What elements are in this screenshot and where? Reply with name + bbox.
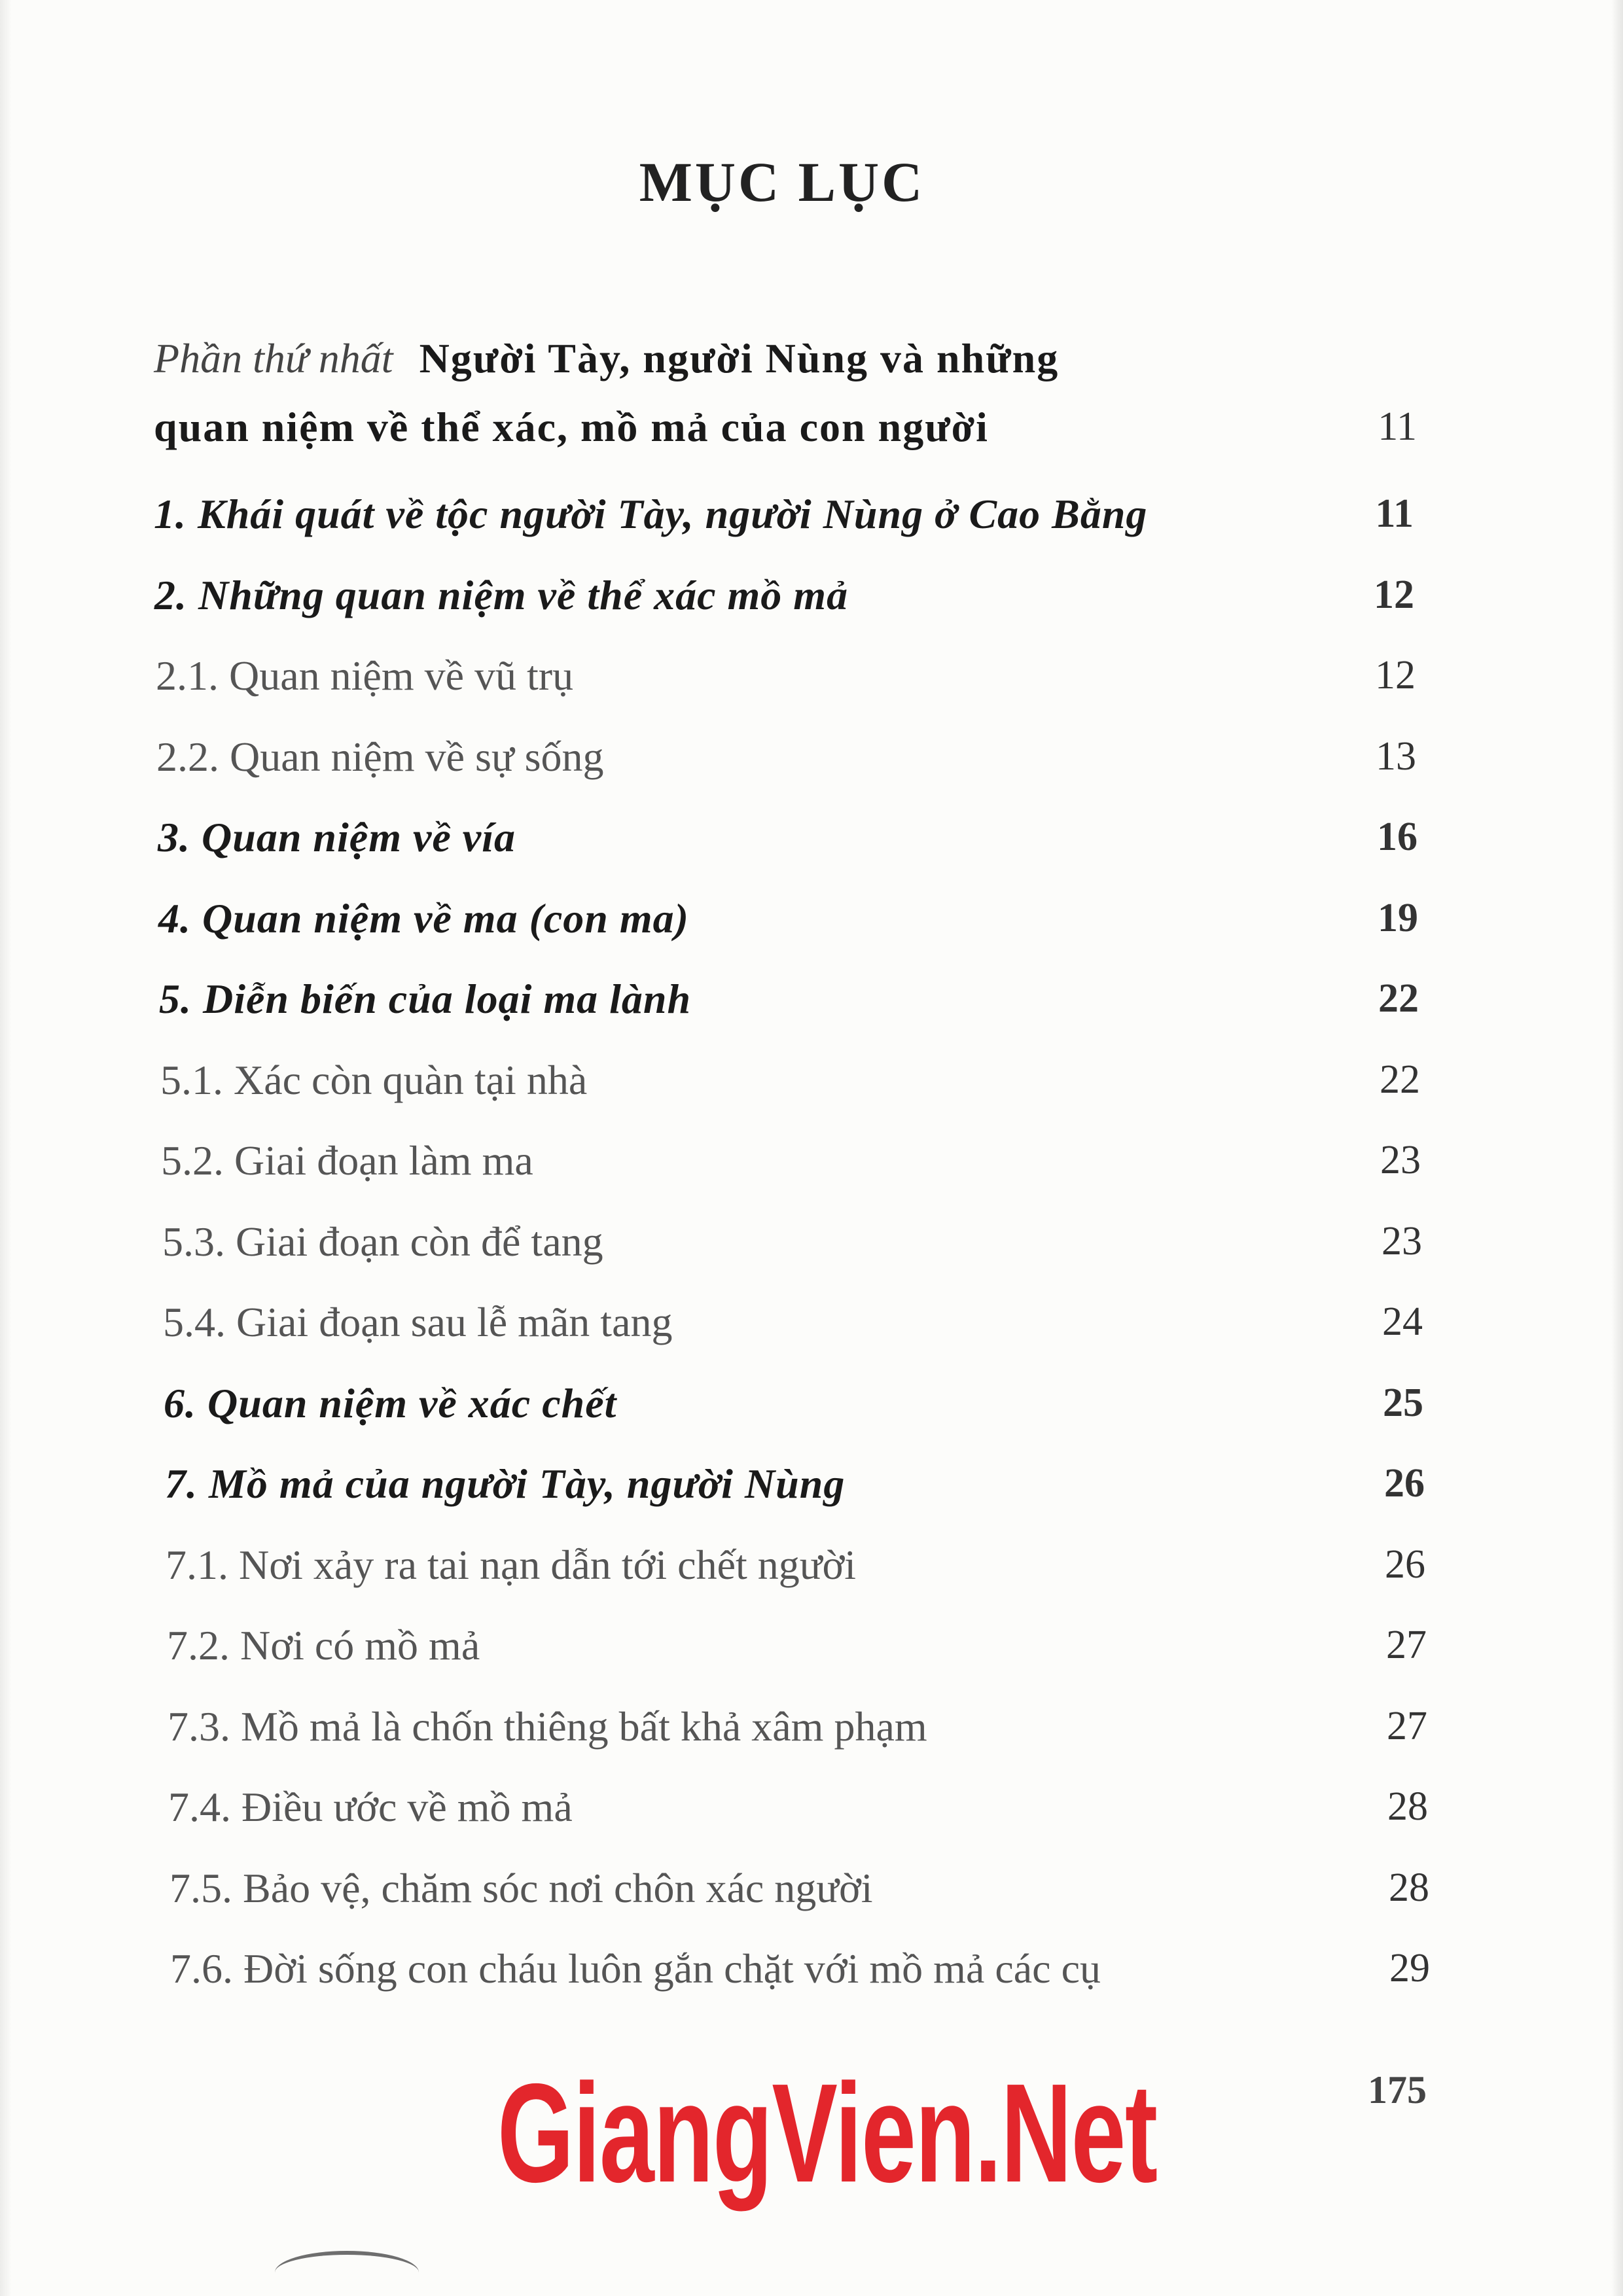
toc-entry: [166, 1525, 1425, 1606]
toc-entry-title: 5.2. Giai đoạn làm ma: [161, 1137, 533, 1184]
toc-entry-page: 22: [1378, 976, 1419, 1021]
toc-entry: [161, 1120, 1421, 1201]
toc-entry: [168, 1686, 1427, 1767]
toc-entry-page: 11: [1375, 491, 1414, 536]
toc-entry-title: 2.1. Quan niệm về vũ trụ: [156, 652, 574, 699]
toc-entry-page: 24: [1382, 1299, 1423, 1344]
toc-entry: [164, 1363, 1423, 1444]
table-of-contents: [154, 474, 1430, 2009]
toc-entry-page: 27: [1386, 1623, 1427, 1667]
toc-entry-page: 16: [1377, 815, 1418, 859]
page-number: 175: [1368, 2068, 1427, 2111]
part-heading-line-1: [154, 324, 1059, 393]
toc-entry-title: 7.3. Mồ mả là chốn thiêng bất khả xâm phạm: [168, 1703, 927, 1750]
toc-entry-page: 26: [1384, 1461, 1425, 1506]
toc-entry-page: 19: [1378, 895, 1418, 940]
toc-entry-title: 7.2. Nơi có mồ mả: [167, 1622, 480, 1669]
toc-entry: [160, 1040, 1420, 1121]
page-title: MỤC LỤC: [639, 150, 925, 213]
toc-entry-title: 5. Diễn biến của loại ma lành: [159, 976, 692, 1022]
toc-entry: [170, 1928, 1430, 2009]
toc-entry-title: 5.3. Giai đoạn còn để tang: [162, 1218, 603, 1265]
toc-entry: [158, 878, 1418, 959]
toc-entry: [165, 1443, 1425, 1525]
part-title-line-1: Người Tày, người Nùng và những: [419, 335, 1060, 381]
toc-entry-page: 29: [1389, 1946, 1430, 1990]
scan-smudge: [275, 2251, 419, 2294]
toc-entry-page: 22: [1380, 1057, 1420, 1102]
toc-entry-page: 12: [1374, 572, 1414, 617]
toc-entry-title: 7.4. Điều ước về mồ mả: [168, 1784, 573, 1830]
toc-entry-title: 6. Quan niệm về xác chết: [164, 1379, 617, 1426]
toc-entry: [158, 797, 1418, 878]
part-title-line-2: quan niệm về thể xác, mồ mả của con người: [154, 404, 989, 450]
toc-entry-page: 23: [1380, 1138, 1421, 1182]
toc-entry-title: 7. Mồ mả của người Tày, người Nùng: [165, 1460, 846, 1507]
toc-entry-title: 5.1. Xác còn quàn tại nhà: [160, 1056, 588, 1103]
toc-entry: [162, 1201, 1422, 1282]
toc-entry: [168, 1767, 1428, 1848]
toc-entry-title: 3. Quan niệm về vía: [158, 814, 516, 860]
toc-entry-page: 25: [1383, 1380, 1423, 1425]
toc-entry: [156, 635, 1416, 716]
toc-entry-page: 12: [1375, 653, 1416, 698]
toc-entry-title: 2.2. Quan niệm về sự sống: [156, 733, 604, 780]
toc-entry: [167, 1605, 1427, 1686]
toc-entry-page: 27: [1387, 1703, 1427, 1748]
part-label: Phần thứ nhất: [154, 335, 393, 381]
toc-entry: [154, 555, 1414, 636]
toc-entry-title: 7.5. Bảo vệ, chăm sóc nơi chôn xác người: [169, 1864, 873, 1911]
toc-entry: [154, 474, 1414, 555]
toc-entry-title: 4. Quan niệm về ma (con ma): [158, 894, 689, 942]
page-edge-right: [1611, 0, 1623, 2296]
part-page-number: 11: [1378, 404, 1417, 449]
toc-entry: [169, 1848, 1429, 1929]
toc-entry-title: 1. Khái quát về tộc người Tày, người Nùng ở Cao Bằng: [154, 491, 1148, 537]
page-edge-left: [0, 0, 12, 2296]
toc-entry-title: 2. Những quan niệm về thể xác mồ mả: [154, 571, 849, 618]
watermark-logo: GiangVien.Net: [497, 2054, 1157, 2212]
toc-entry-title: 7.6. Đời sống con cháu luôn gắn chặt với mồ mả các cụ: [170, 1945, 1101, 1992]
toc-entry: [159, 959, 1419, 1040]
toc-entry-page: 28: [1389, 1865, 1429, 1910]
toc-entry-page: 28: [1387, 1784, 1428, 1829]
toc-entry-page: 26: [1385, 1542, 1425, 1587]
part-heading-line-2: [154, 393, 1417, 461]
toc-entry-page: 13: [1376, 733, 1416, 779]
toc-entry-page: 23: [1382, 1218, 1422, 1263]
toc-entry: [156, 716, 1416, 798]
toc-entry-title: 5.4. Giai đoạn sau lễ mãn tang: [163, 1299, 673, 1345]
toc-entry-title: 7.1. Nơi xảy ra tai nạn dẫn tới chết người: [166, 1541, 857, 1588]
toc-entry: [163, 1282, 1423, 1363]
